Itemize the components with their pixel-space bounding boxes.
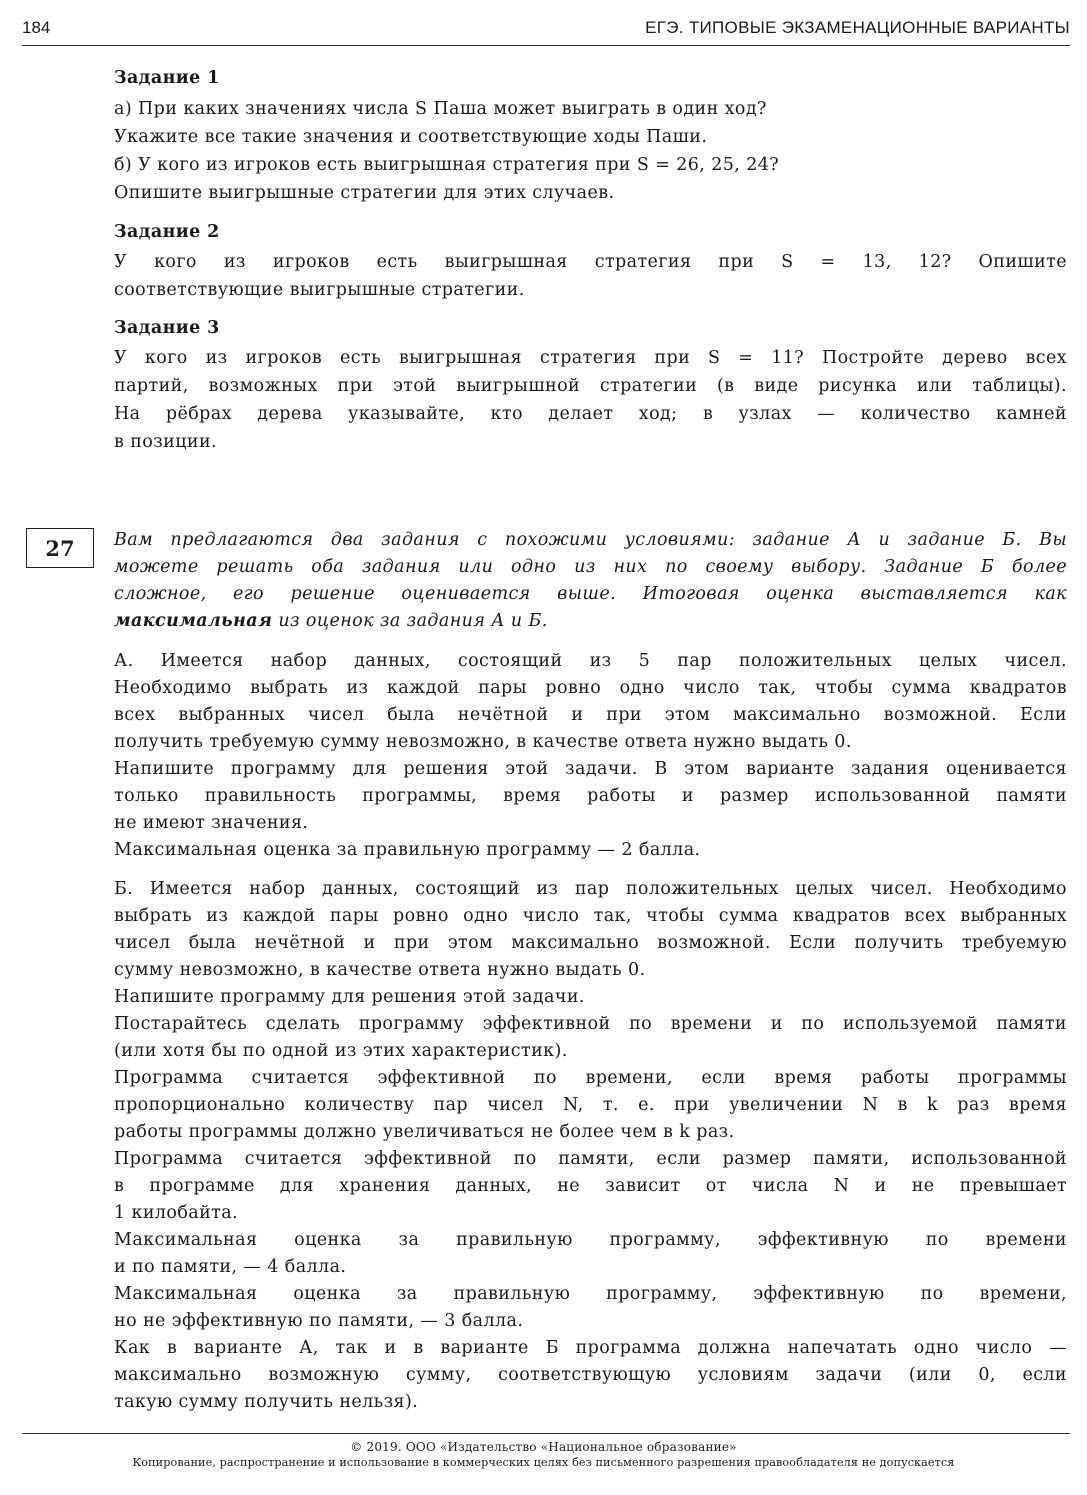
task-2-line: соответствующие выигрышные стратегии. (114, 280, 525, 300)
part-b-line: сумму невозможно, в качестве ответа нужно выдать 0. (114, 960, 646, 980)
part-b-line: работы программы должно увеличиваться не более чем в k раз. (114, 1122, 735, 1142)
task-2-line: У кого из игроков есть выигрышная стратегия при S = 13, 12? Опишите (114, 252, 1067, 272)
copyright-disclaimer: Копирование, распространение и использование в коммерческих целях без письменного разрешения правообладателя не допускается (132, 1456, 955, 1469)
intro-line: сложное, его решение оценивается выше. Итоговая оценка выставляется как (114, 584, 1067, 604)
part-b-line: (или хотя бы по одной из этих характеристик). (114, 1041, 568, 1061)
intro-line: Вам предлагаются два задания с похожими условиями: задание А и задание Б. Вы (114, 530, 1067, 550)
running-title: ЕГЭ. ТИПОВЫЕ ЭКЗАМЕНАЦИОННЫЕ ВАРИАНТЫ (645, 18, 1070, 37)
intro-line: можете решать оба задания или одно из них по своему выбору. Задание Б более (114, 557, 1067, 577)
part-b-line: Программа считается эффективной по памяти, если размер памяти, использованной (114, 1149, 1067, 1169)
problem-number-box (26, 528, 94, 568)
task-1-title: Задание 1 (114, 68, 220, 88)
task-3-line: На рёбрах дерева указывайте, кто делает ход; в узлах — количество камней (114, 404, 1067, 424)
part-a-line: Необходимо выбрать из каждой пары ровно одно число так, чтобы сумма квадратов (114, 678, 1067, 698)
part-a-line: получить требуемую сумму невозможно, в качестве ответа нужно выдать 0. (114, 732, 852, 752)
part-a-line: всех выбранных чисел была нечётной и при этом максимально возможной. Если (114, 705, 1067, 725)
part-a-line: Напишите программу для решения этой задачи. В этом варианте задания оценивается (114, 759, 1067, 779)
task-3-line: партий, возможных при этой выигрышной стратегии (в виде рисунка или таблицы). (114, 376, 1067, 396)
part-b-line: Максимальная оценка за правильную программу, эффективную по времени, (114, 1284, 1067, 1304)
part-b-line: Максимальная оценка за правильную программу, эффективную по времени (114, 1230, 1067, 1250)
part-b-line: Программа считается эффективной по времени, если время работы программы (114, 1068, 1067, 1088)
copyright-notice: © 2019. ООО «Издательство «Национальное образование» (350, 1440, 737, 1454)
page-number: 184 (22, 18, 51, 37)
task-1-line: а) При каких значениях числа S Паша может выиграть в один ход? (114, 99, 767, 119)
part-b-line: Б. Имеется набор данных, состоящий из пар положительных целых чисел. Необходимо (114, 879, 1067, 899)
part-a-line: не имеют значения. (114, 813, 309, 833)
part-a-line: Максимальная оценка за правильную программу — 2 балла. (114, 840, 701, 860)
part-b-line: Как в варианте А, так и в варианте Б программа должна напечатать одно число — (114, 1338, 1067, 1358)
task-2-title: Задание 2 (114, 222, 220, 242)
part-b-line: Постарайтесь сделать программу эффективной по времени и по используемой памяти (114, 1014, 1067, 1034)
part-b-line: выбрать из каждой пары ровно одно число так, чтобы сумма квадратов всех выбранных (114, 906, 1067, 926)
problem-number: 27 (45, 535, 75, 561)
task-1-line: Укажите все такие значения и соответствующие ходы Паши. (114, 127, 708, 147)
footer-divider (22, 1433, 1070, 1434)
part-b-line: такую сумму получить нельзя). (114, 1392, 419, 1412)
header-divider (22, 45, 1070, 46)
part-a-line: только правильность программы, время работы и размер использованной памяти (114, 786, 1067, 806)
part-b-line: но не эффективную по памяти, — 3 балла. (114, 1311, 524, 1331)
task-3-line: У кого из игроков есть выигрышная стратегия при S = 11? Постройте дерево всех (114, 348, 1067, 368)
part-b-line: и по памяти, — 4 балла. (114, 1257, 347, 1277)
part-a-line: А. Имеется набор данных, состоящий из 5 пар положительных целых чисел. (114, 651, 1067, 671)
part-b-line: 1 килобайта. (114, 1203, 239, 1223)
task-3-line: в позиции. (114, 432, 217, 452)
part-b-line: максимально возможную сумму, соответствующую условиям задачи (или 0, если (114, 1365, 1067, 1385)
task-1-line: б) У кого из игроков есть выигрышная стратегия при S = 26, 25, 24? (114, 155, 780, 175)
intro-emphasis: максимальная (114, 611, 273, 631)
intro-last-line (114, 608, 548, 635)
part-b-line: Напишите программу для решения этой задачи. (114, 987, 585, 1007)
task-1-line: Опишите выигрышные стратегии для этих случаев. (114, 183, 615, 203)
intro-last-rest: из оценок за задания А и Б. (272, 611, 548, 631)
part-b-line: пропорционально количеству пар чисел N, т. е. при увеличении N в k раз время (114, 1095, 1067, 1115)
task-3-title: Задание 3 (114, 318, 220, 338)
part-b-line: чисел была нечётной и при этом максимально возможной. Если получить требуемую (114, 933, 1067, 953)
page-header (22, 16, 1070, 44)
part-b-line: в программе для хранения данных, не зависит от числа N и не превышает (114, 1176, 1067, 1196)
